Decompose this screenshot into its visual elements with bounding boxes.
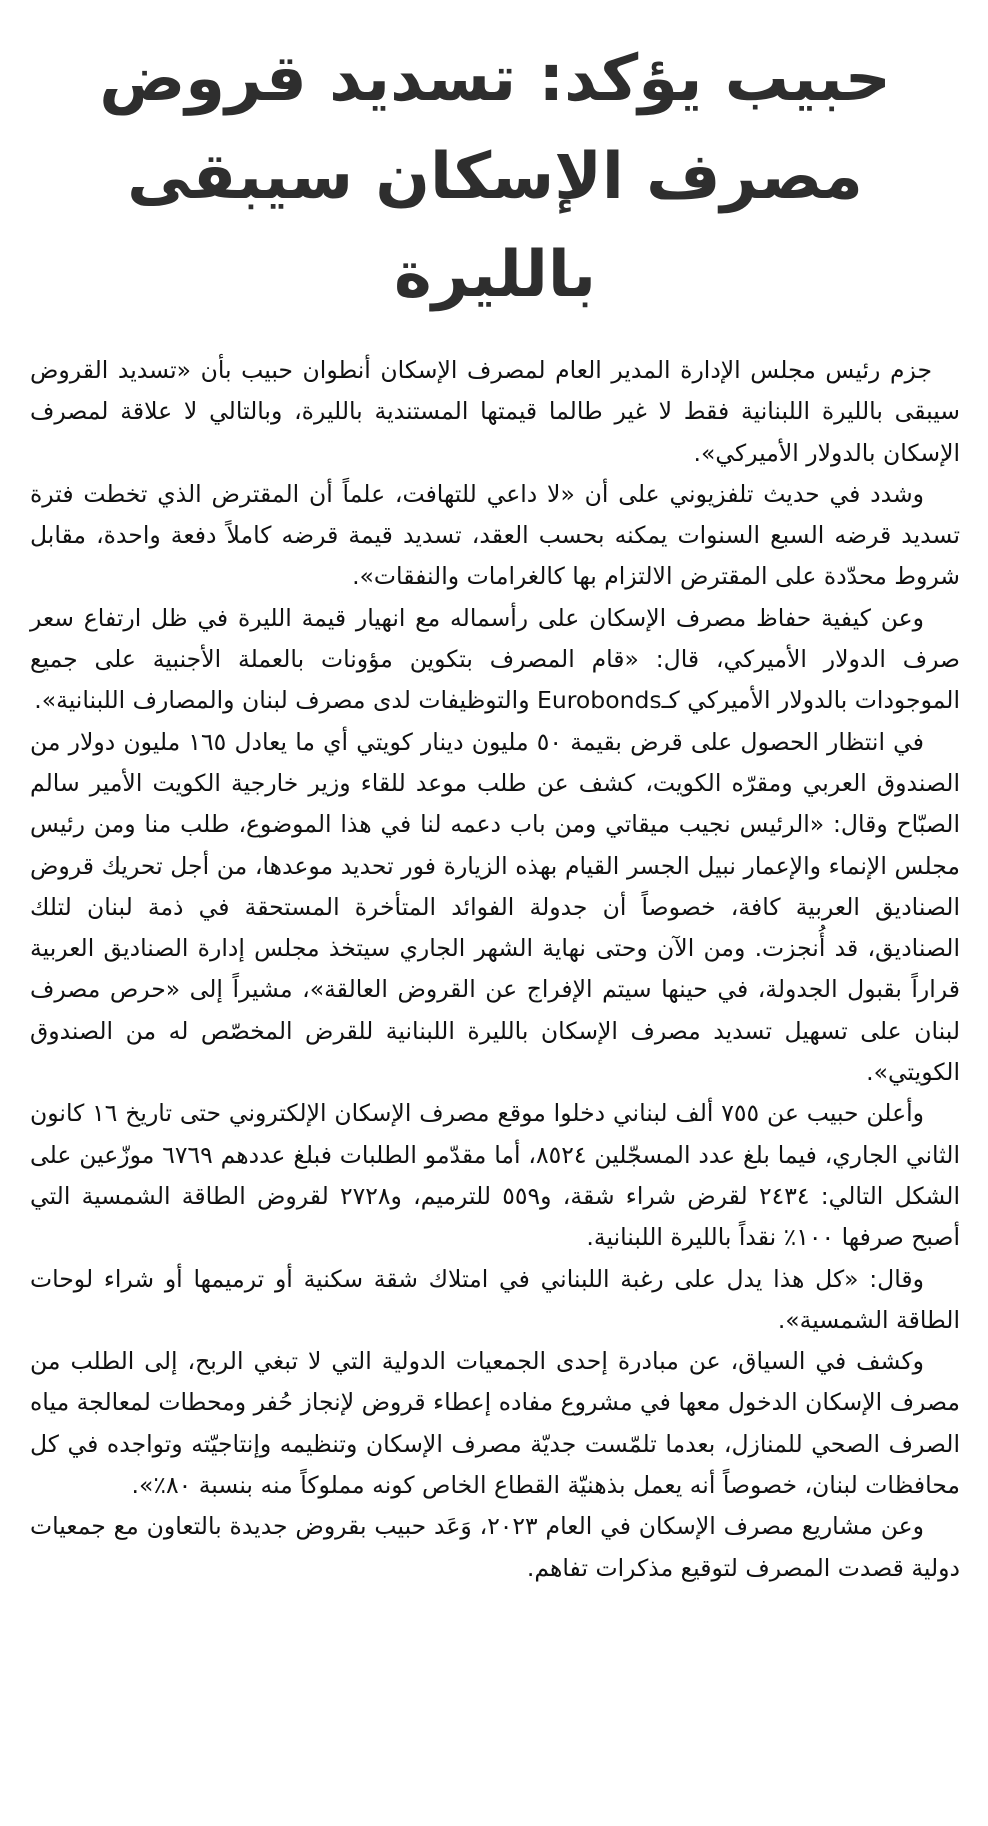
paragraph-2: وشدد في حديث تلفزيوني على أن «لا داعي للتهافت، علماً أن المقترض الذي تخطت فترة تسديد قرضه السبع السنوات يمكنه بحسب العقد، تسديد قيمة قرضه كاملاً دفعة واحدة، مقابل شروط محدّدة على المقترض الالتزام بها كالغرامات والنفقات». [30, 479, 960, 591]
headline-line-2: مصرف الإسكان سيبقى بالليرة [127, 140, 863, 312]
paragraph-8: وعن مشاريع مصرف الإسكان في العام ٢٠٢٣، وَعَد حبيب بقروض جديدة بالتعاون مع جمعيات دولية قصدت المصرف لتوقيع مذكرات تفاهم. [30, 1512, 960, 1582]
paragraph-3: وعن كيفية حفاظ مصرف الإسكان على رأسماله مع انهيار قيمة الليرة في ظل ارتفاع سعر صرف الدولار الأميركي، قال: «قام المصرف بتكوين مؤونات بالعملة الأجنبية على جميع الموجودات بالدولار الأميركي كـEurobonds والتوظيفات لدى مصرف لبنان والمصارف اللبنانية». [30, 603, 960, 715]
paragraph-4: في انتظار الحصول على قرض بقيمة ٥٠ مليون دينار كويتي أي ما يعادل ١٦٥ مليون دولار من الصندوق العربي ومقرّه الكويت، كشف عن طلب موعد للقاء وزير خارجية الكويت الأمير سالم الصبّاح وقال: «الرئيس نجيب ميقاتي ومن باب دعمه لنا في هذا الموضوع، طلب منا ومن رئيس مجلس الإنماء والإعمار نبيل الجسر القيام بهذه الزيارة فور تحديد موعدها، من أجل تحريك قروض الصناديق العربية كافة، خصوصاً أن جدولة الفوائد المتأخرة المستحقة في ذمة لبنان لتلك الصناديق، قد أُنجزت. ومن الآن وحتى نهاية الشهر الجاري سيتخذ مجلس إدارة الصناديق العربية قراراً بقبول الجدولة، في حينها سيتم الإفراج عن القروض العالقة»، مشيراً إلى «حرص مصرف لبنان على تسهيل تسديد مصرف الإسكان بالليرة اللبنانية للقرض المخصّص له من الصندوق الكويتي». [30, 727, 960, 1087]
news-article [30, 30, 960, 1800]
article-body [30, 350, 960, 1589]
paragraph-5: وأعلن حبيب عن ٧٥٥ ألف لبناني دخلوا موقع مصرف الإسكان الإلكتروني حتى تاريخ ١٦ كانون الثاني الجاري، فيما بلغ عدد المسجّلين ٨٥٢٤، أما مقدّمو الطلبات فبلغ عددهم ٦٧٦٩ موزّعين على الشكل التالي: ٢٤٣٤ لقرض شراء شقة، و٥٥٩ للترميم، و٢٧٢٨ لقروض الطاقة الشمسية التي أصبح صرفها ١٠٠٪ نقداً بالليرة اللبنانية. [30, 1099, 960, 1252]
paragraph-1: جزم رئيس مجلس الإدارة المدير العام لمصرف الإسكان أنطوان حبيب بأن «تسديد القروض سيبقى بالليرة اللبنانية فقط لا غير طالما قيمتها المستندية بالليرة، وبالتالي لا علاقة لمصرف الإسكان بالدولار الأميركي». [30, 356, 960, 467]
headline-line-1: حبيب يؤكد: تسديد قروض [99, 42, 891, 116]
article-headline [30, 30, 960, 324]
paragraph-6: وقال: «كل هذا يدل على رغبة اللبناني في امتلاك شقة سكنية أو ترميمها أو شراء لوحات الطاقة الشمسية». [30, 1264, 960, 1334]
paragraph-7: وكشف في السياق، عن مبادرة إحدى الجمعيات الدولية التي لا تبغي الربح، إلى الطلب من مصرف الإسكان الدخول معها في مشروع مفاده إعطاء قروض لإنجاز حُفر ومحطات لمعالجة مياه الصرف الصحي للمنازل، بعدما تلمّست جديّة مصرف الإسكان وتنظيمه وإنتاجيّته وتواجده في كل محافظات لبنان، خصوصاً أنه يعمل بذهنيّة القطاع الخاص كونه مملوكاً منه بنسبة ٨٠٪». [30, 1347, 960, 1500]
